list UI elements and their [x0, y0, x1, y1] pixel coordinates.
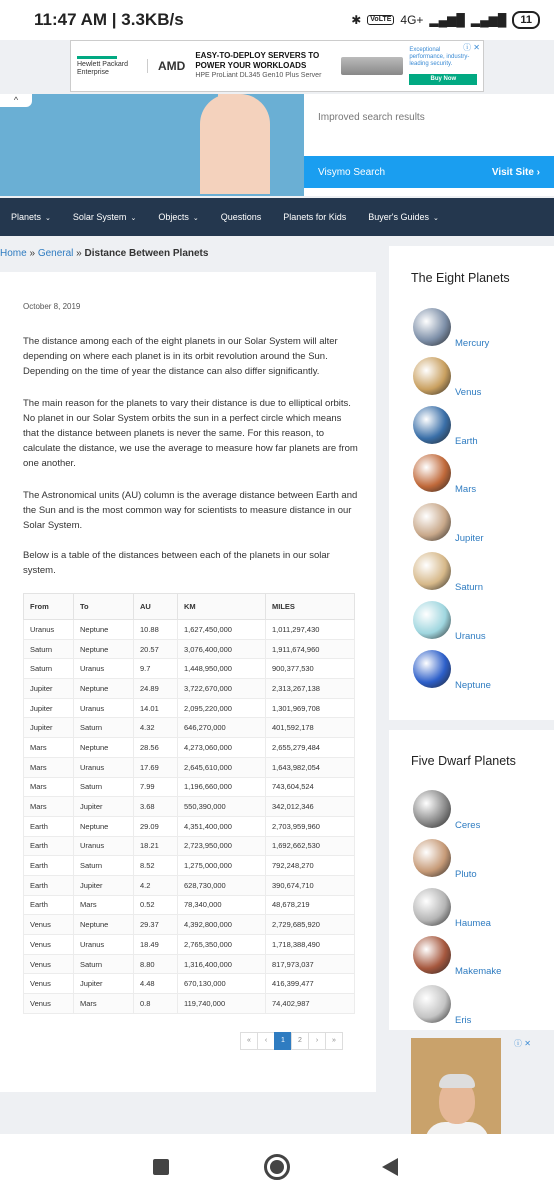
visit-site-button[interactable]: Visit Site ›: [491, 166, 540, 178]
table-row: [24, 954, 355, 974]
table-cell: 29.09: [134, 816, 178, 836]
table-cell: 18.49: [134, 935, 178, 955]
table-cell: 2,095,220,000: [178, 698, 266, 718]
table-cell: 1,627,450,000: [178, 620, 266, 640]
nav-planets-for-kids[interactable]: Planets for Kids: [283, 212, 347, 222]
chevron-down-icon: ⌄: [45, 215, 51, 222]
planet-image: [413, 936, 451, 974]
status-icons: [351, 11, 540, 29]
table-cell: 628,730,000: [178, 875, 266, 895]
table-row: [24, 777, 355, 797]
pagination: [241, 1032, 343, 1050]
col-to: To: [74, 594, 134, 620]
planet-name[interactable]: Venus: [455, 386, 482, 398]
last-page-button[interactable]: »: [325, 1032, 343, 1050]
server-image: [341, 57, 403, 75]
table-cell: 342,012,346: [266, 797, 355, 817]
table-cell: Neptune: [74, 738, 134, 758]
table-cell: 2,723,950,000: [178, 836, 266, 856]
table-cell: Saturn: [24, 639, 74, 659]
planet-link[interactable]: [411, 454, 551, 498]
volte-icon: VoLTE: [367, 15, 394, 25]
breadcrumb-home[interactable]: Home: [0, 248, 27, 259]
table-row: [24, 895, 355, 915]
table-row: [24, 935, 355, 955]
main-nav: [0, 198, 554, 236]
table-cell: 646,270,000: [178, 718, 266, 738]
home-icon[interactable]: [264, 1154, 290, 1180]
back-icon[interactable]: [382, 1158, 398, 1176]
chevron-down-icon: ⌄: [192, 215, 199, 222]
table-cell: 4.2: [134, 875, 178, 895]
first-page-button[interactable]: «: [240, 1032, 258, 1050]
buy-now-button[interactable]: Buy Now: [409, 74, 477, 85]
table-cell: Jupiter: [24, 679, 74, 699]
planet-link[interactable]: [411, 985, 551, 1029]
table-cell: 0.8: [134, 994, 178, 1014]
status-bar: [0, 0, 554, 40]
planet-image: [413, 985, 451, 1023]
planet-name[interactable]: Mercury: [455, 338, 490, 349]
table-cell: Jupiter: [74, 875, 134, 895]
table-cell: 2,645,610,000: [178, 757, 266, 777]
table-cell: Uranus: [74, 659, 134, 679]
table-cell: 8.80: [134, 954, 178, 974]
table-cell: 1,911,674,960: [266, 639, 355, 659]
table-cell: 4,351,400,000: [178, 816, 266, 836]
table-row: [24, 738, 355, 758]
planet-link[interactable]: [411, 552, 551, 596]
adchoices-icon[interactable]: ⓘ ✕: [463, 43, 480, 52]
table-cell: 28.56: [134, 738, 178, 758]
table-cell: 1,011,297,430: [266, 620, 355, 640]
planet-name[interactable]: Makemake: [455, 966, 502, 978]
table-cell: 1,643,982,054: [266, 757, 355, 777]
planet-name[interactable]: Haumea: [455, 917, 491, 929]
table-row: [24, 797, 355, 817]
planet-name[interactable]: Uranus: [455, 630, 486, 642]
table-cell: Neptune: [74, 679, 134, 699]
nav-planets[interactable]: Planets ⌄: [11, 212, 51, 222]
table-cell: 2,313,267,138: [266, 679, 355, 699]
breadcrumb-general[interactable]: General: [37, 248, 74, 259]
signal-icon: ▂▄▆█: [429, 13, 465, 27]
table-row: [24, 974, 355, 994]
planet-link[interactable]: [411, 650, 551, 694]
breadcrumb: Home » General » Distance Between Planets: [0, 248, 209, 259]
ad-right: Exceptional performance, industry-leading security. Buy Now: [409, 47, 477, 85]
table-row: [24, 679, 355, 699]
table-cell: Earth: [24, 816, 74, 836]
planet-name[interactable]: Jupiter: [455, 533, 484, 545]
planet-image: [413, 454, 451, 492]
table-cell: 1,316,400,000: [178, 954, 266, 974]
table-cell: 743,604,524: [266, 777, 355, 797]
table-cell: 401,592,178: [266, 718, 355, 738]
table-cell: Neptune: [74, 620, 134, 640]
page-2-button[interactable]: 2: [291, 1032, 309, 1050]
dwarf-planets-title: Five Dwarf Planets: [411, 754, 516, 768]
planet-link[interactable]: [411, 888, 551, 932]
table-cell: Saturn: [74, 777, 134, 797]
table-cell: Venus: [24, 994, 74, 1014]
table-cell: Jupiter: [24, 718, 74, 738]
banner-ad[interactable]: [70, 40, 484, 92]
paragraph-1: The distance among each of the eight planets in our Solar System will alter depending on where each planet is in its orbit revolution around the Sun. Depending on the time of year the distance can also differ significantly.: [23, 336, 338, 377]
next-page-button[interactable]: ›: [308, 1032, 326, 1050]
hand-image: [0, 94, 304, 196]
planet-image: [413, 308, 451, 346]
nav-solar-system[interactable]: Solar System ⌄: [72, 212, 137, 222]
table-cell: Neptune: [74, 816, 134, 836]
paragraph-3: The Astronomical units (AU) column is the average distance between Earth and the Sun and is the most common way for scientists to measure distance in our Solar System.: [23, 490, 358, 531]
table-cell: Venus: [24, 935, 74, 955]
prev-page-button[interactable]: ‹: [257, 1032, 275, 1050]
table-cell: Venus: [24, 915, 74, 935]
table-row: [24, 856, 355, 876]
table-row: [24, 718, 355, 738]
adchoices-icon[interactable]: ⓘ ✕: [514, 1039, 531, 1048]
table-cell: 10.88: [134, 620, 178, 640]
table-cell: 4,392,800,000: [178, 915, 266, 935]
planet-image: [413, 839, 451, 877]
table-cell: 1,196,660,000: [178, 777, 266, 797]
table-cell: 1,718,388,490: [266, 935, 355, 955]
planet-link[interactable]: [411, 503, 551, 547]
table-cell: 8.52: [134, 856, 178, 876]
table-cell: Saturn: [74, 718, 134, 738]
table-cell: 20.57: [134, 639, 178, 659]
planet-link[interactable]: [411, 790, 551, 834]
table-cell: 1,301,969,708: [266, 698, 355, 718]
table-cell: 119,740,000: [178, 994, 266, 1014]
table-cell: 24.89: [134, 679, 178, 699]
search-ad[interactable]: [0, 94, 554, 196]
table-cell: Mars: [24, 738, 74, 758]
table-cell: 74,402,987: [266, 994, 355, 1014]
table-cell: 48,678,219: [266, 895, 355, 915]
article-card: [0, 272, 376, 1092]
table-cell: 1,275,000,000: [178, 856, 266, 876]
planet-link[interactable]: [411, 406, 551, 450]
eight-planets-title: The Eight Planets: [411, 271, 510, 285]
post-date: October 8, 2019: [23, 302, 81, 311]
table-cell: 900,377,530: [266, 659, 355, 679]
table-cell: Jupiter: [74, 797, 134, 817]
table-cell: Venus: [24, 974, 74, 994]
table-cell: 550,390,000: [178, 797, 266, 817]
table-cell: 1,448,950,000: [178, 659, 266, 679]
visymo-bar[interactable]: [304, 156, 554, 188]
table-row: [24, 698, 355, 718]
bluetooth-icon: ✱: [351, 13, 362, 27]
status-time: 11:47 AM | 3.3KB/s: [34, 10, 184, 29]
table-cell: Mars: [24, 797, 74, 817]
table-cell: Saturn: [74, 856, 134, 876]
table-cell: 29.37: [134, 915, 178, 935]
table-cell: 4.48: [134, 974, 178, 994]
table-cell: Uranus: [74, 935, 134, 955]
table-row: [24, 816, 355, 836]
table-cell: 9.7: [134, 659, 178, 679]
table-cell: 2,703,959,960: [266, 816, 355, 836]
planet-image: [413, 601, 451, 639]
table-cell: Uranus: [74, 757, 134, 777]
table-row: [24, 875, 355, 895]
table-cell: Earth: [24, 895, 74, 915]
signal2-icon: ▂▄▆█: [470, 13, 507, 27]
nav-objects[interactable]: Objects ⌄: [158, 212, 199, 222]
table-cell: 670,130,000: [178, 974, 266, 994]
table-cell: 14.01: [134, 698, 178, 718]
sidebar-ad[interactable]: [411, 1038, 501, 1138]
table-cell: 3.68: [134, 797, 178, 817]
table-row: [24, 836, 355, 856]
table-cell: 78,340,000: [178, 895, 266, 915]
system-nav-bar: [0, 1134, 554, 1200]
table-row: [24, 994, 355, 1014]
planet-link[interactable]: [411, 308, 551, 352]
ad-sub: HPE ProLiant DL345 Gen10 Plus Server: [195, 72, 322, 79]
table-cell: 2,729,685,920: [266, 915, 355, 935]
planet-image: [413, 406, 451, 444]
chevron-down-icon: ⌄: [130, 215, 137, 222]
table-cell: 3,722,670,000: [178, 679, 266, 699]
table-cell: 3,076,400,000: [178, 639, 266, 659]
table-cell: Earth: [24, 836, 74, 856]
table-cell: Mars: [74, 895, 134, 915]
planet-link[interactable]: [411, 936, 551, 980]
hpe-logo: Hewlett Packard Enterprise: [71, 56, 141, 77]
table-cell: Uranus: [74, 836, 134, 856]
col-from: From: [24, 594, 74, 620]
planet-name[interactable]: Eris: [455, 1015, 472, 1027]
ad-headline: EASY-TO-DEPLOY SERVERS TO POWER YOUR WORKLOADS HPE ProLiant DL345 Gen10 Plus Server: [195, 51, 335, 81]
ad-brand: Visymo Search: [318, 166, 386, 178]
page-1-button[interactable]: 1: [274, 1032, 292, 1050]
table-header-row: [24, 594, 355, 620]
table-cell: Uranus: [74, 698, 134, 718]
planet-image: [413, 650, 451, 688]
table-row: [24, 915, 355, 935]
table-cell: Mars: [24, 777, 74, 797]
collapse-ad-icon[interactable]: ^: [0, 94, 32, 107]
table-row: [24, 639, 355, 659]
table-cell: Saturn: [74, 954, 134, 974]
table-cell: Earth: [24, 856, 74, 876]
table-cell: Mars: [74, 994, 134, 1014]
col-miles: MILES: [266, 594, 355, 620]
planet-name[interactable]: Ceres: [455, 820, 481, 831]
table-cell: 2,655,279,484: [266, 738, 355, 758]
distance-table: [23, 593, 355, 1014]
col-km: KM: [178, 594, 266, 620]
table-cell: 4.32: [134, 718, 178, 738]
planet-image: [413, 357, 451, 395]
battery-icon: 11: [512, 11, 540, 29]
table-cell: 18.21: [134, 836, 178, 856]
planet-name[interactable]: Earth: [455, 435, 478, 447]
planet-image: [413, 790, 451, 828]
table-row: [24, 620, 355, 640]
table-cell: 0.52: [134, 895, 178, 915]
planet-name[interactable]: Saturn: [455, 582, 483, 593]
network-label: 4G+: [400, 13, 424, 27]
table-cell: Mars: [24, 757, 74, 777]
planet-image: [413, 503, 451, 541]
planet-image: [413, 888, 451, 926]
table-cell: Jupiter: [74, 974, 134, 994]
col-au: AU: [134, 594, 178, 620]
table-cell: 390,674,710: [266, 875, 355, 895]
table-row: [24, 659, 355, 679]
table-cell: 2,765,350,000: [178, 935, 266, 955]
table-row: [24, 757, 355, 777]
nav-questions[interactable]: Questions: [220, 212, 262, 222]
planet-link[interactable]: [411, 839, 551, 883]
table-cell: Uranus: [24, 620, 74, 640]
nav-buyers-guides[interactable]: Buyer's Guides ⌄: [368, 212, 439, 222]
table-cell: 416,399,477: [266, 974, 355, 994]
table-cell: Neptune: [74, 639, 134, 659]
ad-tagline: Improved search results: [318, 112, 425, 123]
planet-name[interactable]: Mars: [455, 484, 477, 496]
table-cell: Saturn: [24, 659, 74, 679]
planet-link[interactable]: [411, 357, 551, 401]
amd-logo: AMD: [147, 59, 195, 73]
table-cell: 17.69: [134, 757, 178, 777]
table-cell: 1,692,662,530: [266, 836, 355, 856]
table-cell: 4,273,060,000: [178, 738, 266, 758]
planet-name[interactable]: Pluto: [455, 868, 477, 880]
chevron-down-icon: ⌄: [433, 215, 439, 222]
paragraph-4: Below is a table of the distances between each of the planets in our solar system.: [23, 550, 330, 576]
paragraph-2: The main reason for the planets to vary their distance is due to elliptical orbits. No planet in our Solar System orbits the sun in a perfect circle which means that the distance between planets is never the same. For this reason, to calculate the distance, we use the average to measure how far planets are from one another.: [23, 398, 358, 469]
planet-image: [413, 552, 451, 590]
table-cell: Jupiter: [24, 698, 74, 718]
table-cell: 7.99: [134, 777, 178, 797]
recents-icon[interactable]: [153, 1159, 169, 1175]
eight-planets-card: [389, 246, 554, 720]
table-cell: Earth: [24, 875, 74, 895]
planet-name[interactable]: Neptune: [455, 679, 491, 691]
table-cell: Venus: [24, 954, 74, 974]
dwarf-planets-card: [389, 730, 554, 1030]
breadcrumb-current: Distance Between Planets: [84, 248, 209, 259]
table-cell: Neptune: [74, 915, 134, 935]
table-cell: 792,248,270: [266, 856, 355, 876]
table-cell: 817,973,037: [266, 954, 355, 974]
planet-link[interactable]: [411, 601, 551, 645]
